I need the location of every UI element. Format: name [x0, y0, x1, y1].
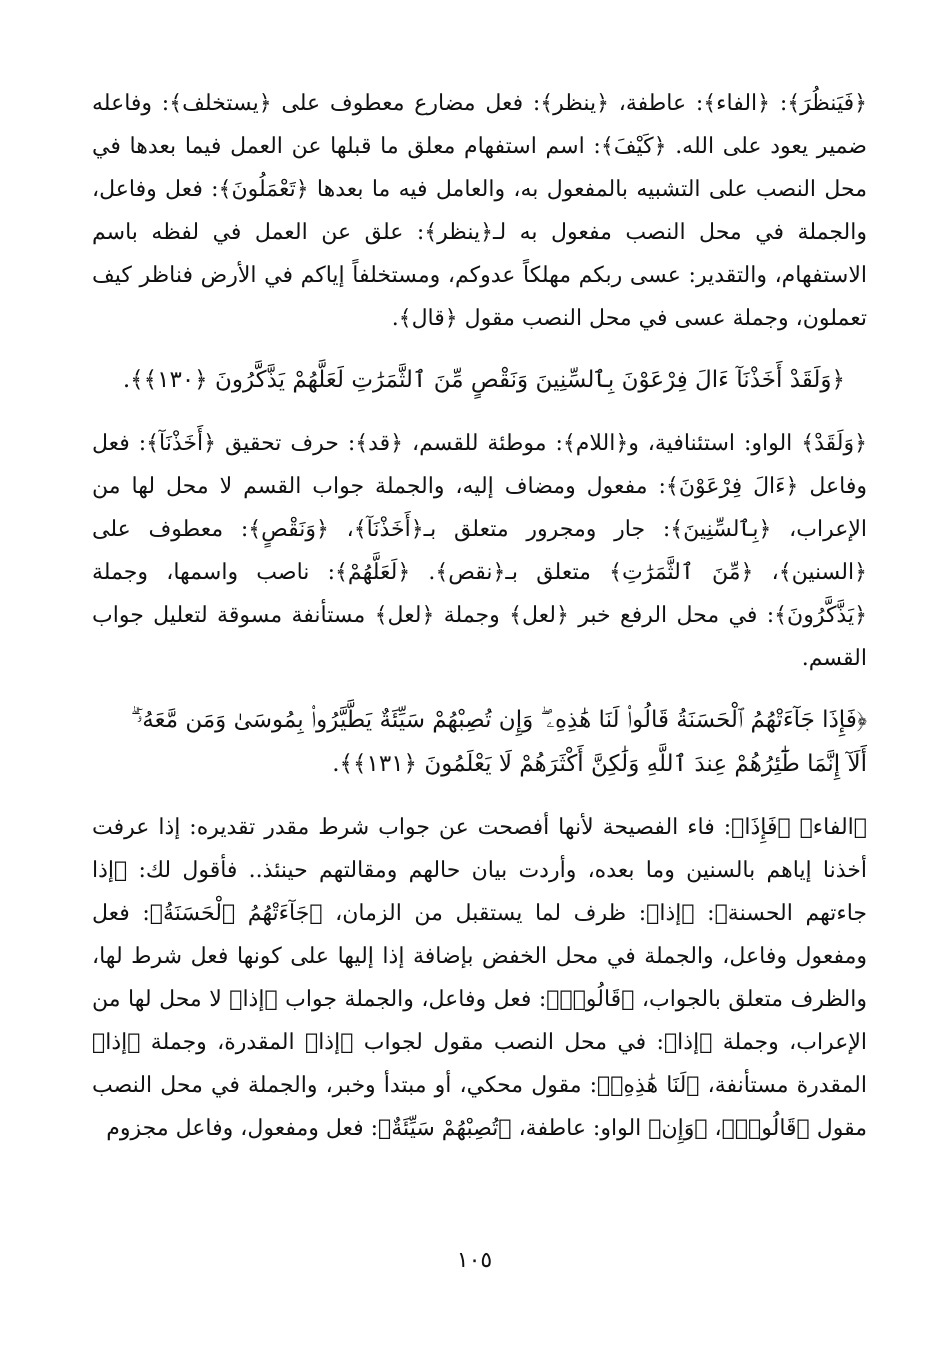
page-number: ١٠٥ [456, 1248, 493, 1273]
quran-verse-131 [92, 698, 867, 786]
commentary-paragraph-2: ﴿وَلَقَدْ﴾ الواو: استئنافية، و﴿اللام﴾: موطئة للقسم، ﴿قد﴾: حرف تحقيق ﴿أَخَذْنَآ﴾: فعل وفاعل ﴿ءَالَ فِرْعَوْنَ﴾: مفعول ومضاف إليه، والجملة جواب القسم لا محل لها من الإعراب، ﴿بِٱلسِّنِينَ﴾: جار ومجرور متعلق بـ﴿أَخَذْنَآ﴾، ﴿وَنَقْصٍ﴾: معطوف على ﴿السنين﴾، ﴿مِّنَ ٱلثَّمَرَٰتِ﴾ متعلق بـ﴿نقص﴾. ﴿لَعَلَّهُمْ﴾: ناصب واسمها، وجملة ﴿يَذَّكَّرُونَ﴾: في محل الرفع خبر ﴿لعل﴾ وجملة ﴿لعل﴾ مستأنفة مسوقة لتعليل جواب القسم. [92, 431, 867, 671]
verse-131-line-2: أَلَآ إِنَّمَا طَٰٓئِرُهُمْ عِندَ ٱللَّهِ وَلَٰكِنَّ أَكْثَرَهُمْ لَا يَعْلَمُونَ ﴿١٣١﴾﴾. [332, 751, 867, 777]
quran-verse-130 [92, 358, 867, 402]
verse-130-text: ﴿وَلَقَدْ أَخَذْنَآ ءَالَ فِرْعَوْنَ بِٱلسِّنِينَ وَنَقْصٍ مِّنَ ٱلثَّمَرَٰتِ لَعَلَّهُمْ يَذَّكَّرُونَ ﴿١٣٠﴾﴾. [122, 367, 845, 393]
commentary-paragraph-1: ﴿فَيَنظُرَ﴾: ﴿الفاء﴾: عاطفة، ﴿ينظر﴾: فعل مضارع معطوف على ﴿يستخلف﴾: وفاعله ضمير يعود على الله. ﴿كَيْفَ﴾: اسم استفهام معلق ما قبلها عن العمل فيما بعدها في محل النصب على التشبيه بالمفعول به، والعامل فيه ما بعدها ﴿تَعْمَلُونَ﴾: فعل وفاعل، والجملة في محل النصب مفعول به لـ﴿ينظر﴾: علق عن العمل في لفظه باسم الاستفهام، والتقدير: عسى ربكم مهلكاً عدوكم، ومستخلفاً إياكم في الأرض فناظر كيف تعملون، وجملة عسى في محل النصب مقول ﴿قال﴾. [92, 91, 867, 331]
commentary-paragraph-3: ﴿الفاء﴾ ﴿فَإِذَا﴾: فاء الفصيحة لأنها أفصحت عن جواب شرط مقدر تقديره: إذا عرفت أخذنا إياهم بالسنين وما بعده، وأردت بيان حالهم ومقالتهم حينئذ.. فأقول لك: ﴿إذا جاءتهم الحسنة﴾: ﴿إذا﴾: ظرف لما يستقبل من الزمان، ﴿جَآءَتْهُمُ ٱلْحَسَنَةُ﴾: فعل ومفعول وفاعل، والجملة في محل الخفض بإضافة إذا إليها على كونها فعل شرط لها، والظرف متعلق بالجواب، ﴿قَالُوا۟﴾: فعل وفاعل، والجملة جواب ﴿إذا﴾ لا محل لها من الإعراب، وجملة ﴿إذا﴾: في محل النصب مقول لجواب ﴿إذا﴾ المقدرة، وجملة ﴿إذا﴾ المقدرة مستأنفة، ﴿لَنَا هَٰذِهِۦ﴾: مقول محكي، أو مبتدأ وخبر، والجملة في محل النصب مقول ﴿قَالُوا۟﴾، ﴿وَإِن﴾ الواو: عاطفة، ﴿تُصِبْهُمْ سَيِّئَةٌ﴾: فعل ومفعول، وفاعل مجزوم [92, 815, 867, 1141]
verse-131-line-1: ﴿فَإِذَا جَآءَتْهُمُ ٱلْحَسَنَةُ قَالُوا۟ لَنَا هَٰذِهِۦ ۖ وَإِن تُصِبْهُمْ سَيِّئَةٌ يَطَّيَّرُوا۟ بِمُوسَىٰ وَمَن مَّعَهُۥٓ ۗ [130, 707, 867, 733]
